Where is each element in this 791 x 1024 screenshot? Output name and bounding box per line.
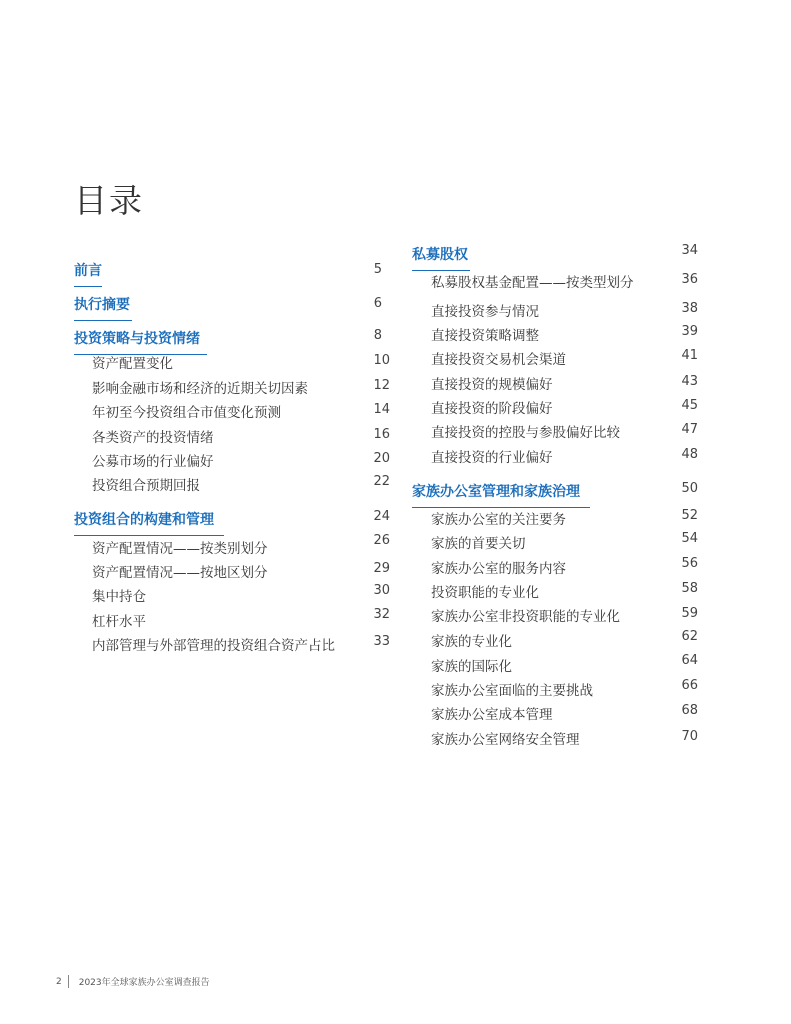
toc-section-label: 私募股权 bbox=[412, 247, 468, 263]
toc-page-number: 54 bbox=[681, 531, 698, 546]
toc-page-number: 14 bbox=[373, 402, 390, 417]
footer-report-title: 2023年全球家族办公室调查报告 bbox=[78, 978, 210, 988]
toc-item[interactable]: 内部管理与外部管理的投资组合资产占比 bbox=[92, 638, 335, 654]
toc-page-number: 59 bbox=[681, 606, 698, 621]
toc-section-label: 执行摘要 bbox=[74, 297, 130, 313]
toc-page-number: 70 bbox=[681, 729, 698, 744]
toc-page-number: 43 bbox=[681, 374, 698, 389]
toc-page-number: 41 bbox=[681, 348, 698, 363]
toc-page-number: 36 bbox=[681, 272, 698, 287]
toc-item[interactable]: 家族的专业化 bbox=[431, 634, 512, 650]
toc-page-number: 16 bbox=[373, 427, 390, 442]
toc-item[interactable]: 家族办公室成本管理 bbox=[431, 707, 553, 723]
toc-page-number: 58 bbox=[681, 581, 698, 596]
toc-page-number: 52 bbox=[681, 508, 698, 523]
toc-page-number: 34 bbox=[681, 243, 698, 258]
page-footer bbox=[56, 975, 210, 988]
toc-item[interactable]: 直接投资的阶段偏好 bbox=[431, 401, 553, 417]
toc-item[interactable]: 杠杆水平 bbox=[92, 614, 146, 630]
footer-page-number: 2 bbox=[56, 976, 62, 987]
page-title: 目录 bbox=[74, 181, 144, 220]
toc-item[interactable]: 家族办公室非投资职能的专业化 bbox=[431, 609, 620, 625]
toc-item[interactable]: 家族办公室的关注要务 bbox=[431, 512, 566, 528]
toc-page-number: 30 bbox=[373, 583, 390, 598]
toc-page-number: 64 bbox=[681, 653, 698, 668]
section-underline bbox=[74, 286, 102, 287]
toc-page-number: 24 bbox=[373, 509, 390, 524]
toc-item[interactable]: 集中持仓 bbox=[92, 589, 146, 605]
toc-page-number: 32 bbox=[373, 607, 390, 622]
toc-page-number: 10 bbox=[373, 353, 390, 368]
toc-page-number: 47 bbox=[681, 422, 698, 437]
section-underline bbox=[74, 535, 224, 536]
toc-item[interactable]: 年初至今投资组合市值变化预测 bbox=[92, 405, 281, 421]
toc-page-number: 68 bbox=[681, 703, 698, 718]
toc-item[interactable]: 私募股权基金配置——按类型划分 bbox=[431, 275, 634, 291]
toc-page-number: 26 bbox=[373, 533, 390, 548]
section-underline bbox=[74, 320, 132, 321]
toc-item[interactable]: 直接投资的行业偏好 bbox=[431, 450, 553, 466]
toc-item[interactable]: 各类资产的投资情绪 bbox=[92, 430, 214, 446]
toc-section-family-office-governance[interactable] bbox=[412, 481, 580, 501]
toc-item[interactable]: 直接投资交易机会渠道 bbox=[431, 352, 566, 368]
toc-page-number: 29 bbox=[373, 561, 390, 576]
toc-item[interactable]: 家族的国际化 bbox=[431, 659, 512, 675]
toc-section-label: 投资策略与投资情绪 bbox=[74, 331, 200, 347]
toc-page-number: 45 bbox=[681, 398, 698, 413]
toc-section-executive-summary[interactable] bbox=[74, 294, 130, 314]
toc-page-number: 38 bbox=[681, 301, 698, 316]
toc-section-label: 前言 bbox=[74, 263, 102, 279]
toc-page-number: 8 bbox=[373, 328, 382, 343]
toc-page-number: 66 bbox=[681, 678, 698, 693]
toc-item[interactable]: 直接投资的控股与参股偏好比较 bbox=[431, 425, 620, 441]
toc-item[interactable]: 直接投资策略调整 bbox=[431, 328, 539, 344]
toc-section-private-equity[interactable] bbox=[412, 244, 468, 264]
toc-section-strategy[interactable] bbox=[74, 328, 200, 348]
toc-page-number: 12 bbox=[373, 378, 390, 393]
toc-item[interactable]: 资产配置情况——按地区划分 bbox=[92, 565, 268, 581]
toc-page-number: 48 bbox=[681, 447, 698, 462]
toc-page-number: 5 bbox=[373, 262, 382, 277]
toc-item[interactable]: 直接投资的规模偏好 bbox=[431, 377, 553, 393]
toc-page-number: 20 bbox=[373, 451, 390, 466]
toc-item[interactable]: 资产配置变化 bbox=[92, 356, 173, 372]
toc-item[interactable]: 家族办公室网络安全管理 bbox=[431, 732, 580, 748]
toc-page-number: 62 bbox=[681, 629, 698, 644]
toc-page-number: 6 bbox=[373, 296, 382, 311]
toc-item[interactable]: 资产配置情况——按类别划分 bbox=[92, 541, 268, 557]
toc-item[interactable]: 公募市场的行业偏好 bbox=[92, 454, 214, 470]
toc-item[interactable]: 家族的首要关切 bbox=[431, 536, 526, 552]
toc-page-number: 33 bbox=[373, 634, 390, 649]
toc-item[interactable]: 投资组合预期回报 bbox=[92, 478, 200, 494]
toc-item[interactable]: 投资职能的专业化 bbox=[431, 585, 539, 601]
toc-item[interactable]: 直接投资参与情况 bbox=[431, 304, 539, 320]
toc-page-number: 56 bbox=[681, 556, 698, 571]
toc-section-preface[interactable] bbox=[74, 260, 102, 280]
footer-divider bbox=[68, 975, 69, 988]
toc-item[interactable]: 影响金融市场和经济的近期关切因素 bbox=[92, 381, 308, 397]
toc-section-label: 投资组合的构建和管理 bbox=[74, 512, 214, 528]
toc-page-number: 39 bbox=[681, 324, 698, 339]
toc-section-label: 家族办公室管理和家族治理 bbox=[412, 484, 580, 500]
toc-item[interactable]: 家族办公室的服务内容 bbox=[431, 561, 566, 577]
toc-item[interactable]: 家族办公室面临的主要挑战 bbox=[431, 683, 593, 699]
toc-page-number: 50 bbox=[681, 481, 698, 496]
toc-page-number: 22 bbox=[373, 474, 390, 489]
toc-section-portfolio[interactable] bbox=[74, 509, 214, 529]
